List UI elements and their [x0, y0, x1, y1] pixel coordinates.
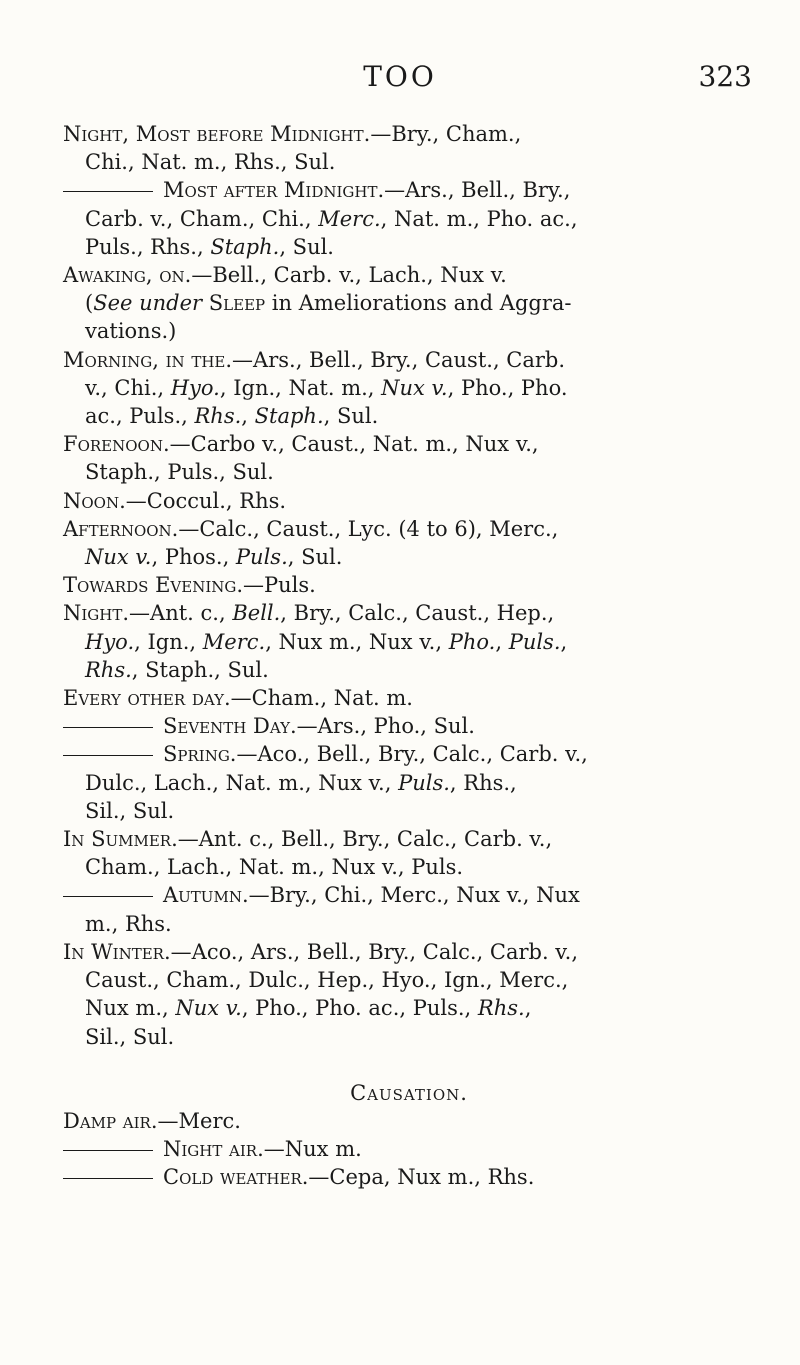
entry-heading: In Winter. — [63, 939, 171, 964]
remedy-line: ac., Puls., Rhs., Staph., Sul. — [85, 404, 379, 429]
entry-heading: Night. — [63, 601, 130, 626]
remedy-line: Sil., Sul. — [85, 798, 175, 823]
remedy-line: —Aco., Bell., Bry., Calc., Carb. v., — [236, 742, 588, 767]
remedy-line: Dulc., Lach., Nat. m., Nux v., Puls., Rhs., — [85, 770, 517, 795]
remedy-line: Cham., Lach., Nat. m., Nux v., Puls. — [85, 855, 464, 880]
page-number: 323 — [698, 60, 752, 93]
remedy-line: vations.) — [85, 319, 177, 344]
remedy-line: (See under Sleep in Ameliorations and Aggra- — [85, 291, 572, 316]
remedy-line: —Bell., Carb. v., Lach., Nux v. — [191, 263, 507, 288]
remedy-line: —Bry., Cham., — [370, 122, 522, 146]
entry-after-midnight — [63, 176, 755, 261]
remedy-line: Puls., Rhs., Staph., Sul. — [85, 234, 334, 259]
entry-heading: Night air. — [163, 1137, 264, 1162]
remedy-line: Chi., Nat. m., Rhs., Sul. — [85, 150, 336, 175]
remedy-line: —Ars., Bell., Bry., — [384, 178, 571, 203]
remedy-line: —Nux m. — [263, 1137, 362, 1162]
remedy-line: —Bry., Chi., Merc., Nux v., Nux — [248, 883, 580, 908]
entry-heading: Awaking, on. — [63, 263, 192, 288]
entry-heading: Forenoon. — [63, 432, 170, 457]
remedy-line: Sil., Sul. — [85, 1024, 175, 1049]
remedy-line: Hyo., Ign., Merc., Nux m., Nux v., Pho., Puls., — [85, 629, 568, 654]
remedy-line: Carb. v., Cham., Chi., Merc., Nat. m., Pho. ac., — [85, 206, 578, 231]
entry-heading: Seventh Day. — [163, 714, 297, 739]
entry-summer — [63, 825, 755, 881]
remedy-line: m., Rhs. — [85, 911, 172, 936]
repertory-text — [63, 120, 755, 1192]
entry-every-other-day — [63, 684, 755, 712]
running-title: TOO — [363, 60, 437, 93]
remedy-line: —Coccul., Rhs. — [125, 488, 287, 513]
entry-heading: Night, Most before Midnight. — [63, 122, 371, 146]
entry-heading: Autumn. — [163, 883, 249, 908]
entry-afternoon — [63, 515, 755, 571]
entry-heading: In Summer. — [63, 827, 178, 852]
remedy-line: Nux m., Nux v., Pho., Pho. ac., Puls., Rhs., — [85, 996, 532, 1021]
entry-heading: Noon. — [63, 488, 126, 513]
remedy-line: —Carbo v., Caust., Nat. m., Nux v., — [169, 432, 539, 457]
remedy-line: —Calc., Caust., Lyc. (4 to 6), Merc., — [178, 516, 559, 541]
ditto-dash — [63, 727, 153, 728]
remedy-line: —Cepa, Nux m., Rhs. — [308, 1165, 535, 1190]
entry-autumn — [63, 881, 755, 937]
entry-night-before-midnight — [63, 120, 755, 176]
entry-spring — [63, 740, 755, 825]
entry-heading: Afternoon. — [63, 516, 179, 541]
remedy-line: v., Chi., Hyo., Ign., Nat. m., Nux v., Pho., Pho. — [85, 375, 568, 400]
entry-heading: Cold weather. — [163, 1165, 309, 1190]
entry-heading: Every other day. — [63, 686, 231, 711]
remedy-line: —Ant. c., Bell., Bry., Calc., Carb. v., — [177, 827, 553, 852]
entry-heading: Damp air. — [63, 1108, 158, 1133]
ditto-dash — [63, 755, 153, 756]
entry-heading: Most after Midnight. — [163, 178, 385, 203]
entry-damp-air — [63, 1107, 755, 1135]
entry-noon — [63, 487, 755, 515]
entry-heading: Spring. — [163, 742, 237, 767]
entry-winter — [63, 938, 755, 1051]
entry-heading: Towards Evening. — [63, 573, 244, 598]
entry-morning — [63, 346, 755, 431]
remedy-line: Caust., Cham., Dulc., Hep., Hyo., Ign., Merc., — [85, 968, 569, 993]
remedy-line: Rhs., Staph., Sul. — [85, 657, 269, 682]
remedy-line: —Merc. — [157, 1108, 241, 1133]
page-header — [0, 60, 800, 100]
remedy-line: —Ant. c., Bell., Bry., Calc., Caust., Hep., — [129, 601, 555, 626]
remedy-line: —Aco., Ars., Bell., Bry., Calc., Carb. v., — [170, 939, 579, 964]
remedy-line: —Ars., Pho., Sul. — [296, 714, 475, 739]
remedy-line: —Cham., Nat. m. — [230, 686, 413, 711]
entry-night-air — [63, 1135, 755, 1163]
remedy-line: —Ars., Bell., Bry., Caust., Carb. — [232, 347, 566, 372]
section-heading-causation: Causation. — [350, 1080, 468, 1105]
entry-awaking — [63, 261, 755, 346]
entry-forenoon — [63, 430, 755, 486]
ditto-dash — [63, 896, 153, 897]
remedy-line: —Puls. — [243, 573, 316, 598]
entry-heading: Morning, in the. — [63, 347, 233, 372]
ditto-dash — [63, 191, 153, 192]
ditto-dash — [63, 1178, 153, 1179]
entry-night — [63, 599, 755, 684]
entry-seventh-day — [63, 712, 755, 740]
ditto-dash — [63, 1150, 153, 1151]
remedy-line: Staph., Puls., Sul. — [85, 460, 274, 485]
remedy-line: Nux v., Phos., Puls., Sul. — [85, 545, 343, 570]
entry-towards-evening — [63, 571, 755, 599]
entry-cold-weather — [63, 1163, 755, 1191]
